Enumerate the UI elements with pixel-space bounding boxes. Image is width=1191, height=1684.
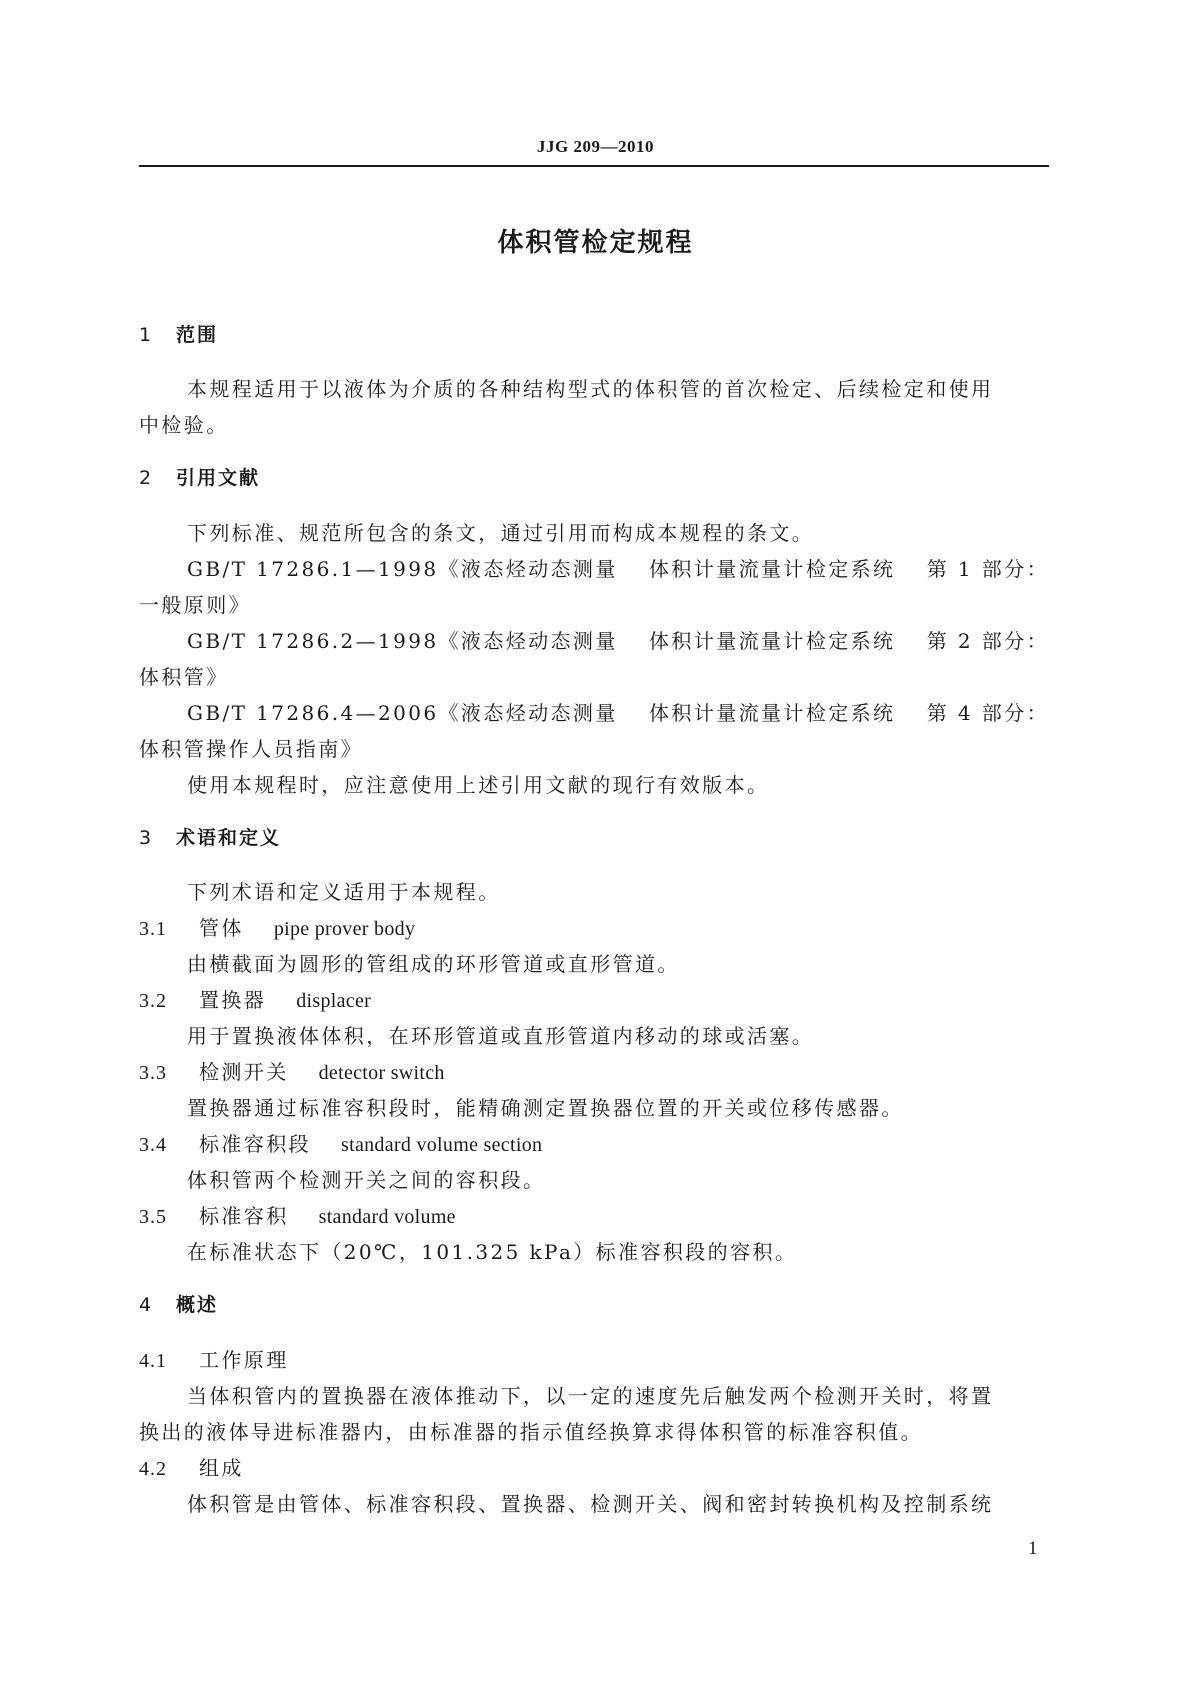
section-number: 2 xyxy=(139,467,152,489)
page-number: 1 xyxy=(1028,1538,1038,1559)
subsection-title: 组成 xyxy=(199,1456,244,1480)
reference-code: GB/T 17286.2—1998 xyxy=(187,629,439,653)
section-2-note: 使用本规程时，应注意使用上述引用文献的现行有效版本。 xyxy=(187,773,770,797)
section-title: 引用文献 xyxy=(176,467,261,489)
term-en: standard volume xyxy=(318,1206,456,1228)
term-heading xyxy=(139,1128,542,1157)
subsection-heading xyxy=(139,1344,289,1373)
term-zh: 标准容积段 xyxy=(199,1132,311,1156)
term-heading xyxy=(139,912,415,941)
subsection-paragraph-cont: 换出的液体导进标准器内，由标准器的指示值经换算求得体积管的标准容积值。 xyxy=(139,1420,923,1444)
term-zh: 置换器 xyxy=(199,988,267,1012)
reference-code: GB/T 17286.4—2006 xyxy=(187,701,439,725)
reference-name: 《液态烃动态测量 xyxy=(438,557,618,581)
subsection-number: 4.1 xyxy=(139,1350,167,1372)
section-number: 4 xyxy=(139,1294,152,1316)
term-zh: 标准容积 xyxy=(199,1204,289,1228)
reference-part: 第 1 部分： xyxy=(926,557,1049,581)
reference-system: 体积计量流量计检定系统 xyxy=(649,629,896,653)
term-heading xyxy=(139,984,371,1013)
subsection-title: 工作原理 xyxy=(199,1348,289,1372)
section-1-paragraph-cont: 中检验。 xyxy=(139,413,229,437)
document-code: JJG 209—2010 xyxy=(537,137,654,156)
section-1-heading xyxy=(139,320,218,347)
subsection-number: 4.2 xyxy=(139,1458,167,1480)
term-number: 3.1 xyxy=(139,918,167,940)
reference-part: 第 4 部分： xyxy=(926,701,1049,725)
reference-name: 《液态烃动态测量 xyxy=(438,629,618,653)
section-number: 3 xyxy=(139,827,152,849)
term-definition: 由横截面为圆形的管组成的环形管道或直形管道。 xyxy=(187,952,680,976)
reference-name: 《液态烃动态测量 xyxy=(438,701,618,725)
reference-item xyxy=(187,553,1049,582)
term-definition: 用于置换液体体积，在环形管道或直形管道内移动的球或活塞。 xyxy=(187,1024,815,1048)
term-number: 3.4 xyxy=(139,1134,167,1156)
section-title: 范围 xyxy=(176,324,219,346)
reference-system: 体积计量流量计检定系统 xyxy=(649,557,896,581)
section-1-paragraph: 本规程适用于以液体为介质的各种结构型式的体积管的首次检定、后续检定和使用 xyxy=(187,377,994,401)
section-4-heading xyxy=(139,1290,218,1317)
section-3-heading xyxy=(139,823,281,850)
section-2-heading xyxy=(139,463,260,490)
subsection-paragraph: 当体积管内的置换器在液体推动下，以一定的速度先后触发两个检测开关时，将置 xyxy=(187,1384,994,1408)
term-en: detector switch xyxy=(318,1062,445,1084)
term-en: standard volume section xyxy=(341,1134,543,1156)
reference-item xyxy=(187,625,1049,654)
term-number: 3.5 xyxy=(139,1206,167,1228)
term-zh: 管体 xyxy=(199,916,244,940)
reference-part: 第 2 部分： xyxy=(926,629,1049,653)
section-number: 1 xyxy=(139,324,152,346)
subsection-heading xyxy=(139,1452,244,1481)
section-title: 术语和定义 xyxy=(176,827,282,849)
reference-continuation: 一般原则》 xyxy=(139,593,251,617)
term-en: displacer xyxy=(296,990,372,1012)
term-definition: 在标准状态下（20℃，101.325 kPa）标准容积段的容积。 xyxy=(187,1240,798,1264)
header-rule xyxy=(139,165,1049,167)
section-3-intro: 下列术语和定义适用于本规程。 xyxy=(187,880,501,904)
term-definition: 体积管两个检测开关之间的容积段。 xyxy=(187,1168,546,1192)
term-number: 3.2 xyxy=(139,990,167,1012)
reference-continuation: 体积管操作人员指南》 xyxy=(139,737,363,761)
reference-item xyxy=(187,697,1049,726)
reference-code: GB/T 17286.1—1998 xyxy=(187,557,439,581)
term-en: pipe prover body xyxy=(273,918,416,940)
page-title: 体积管检定规程 xyxy=(497,228,694,258)
reference-system: 体积计量流量计检定系统 xyxy=(649,701,896,725)
reference-continuation: 体积管》 xyxy=(139,665,229,689)
term-zh: 检测开关 xyxy=(199,1060,289,1084)
subsection-paragraph: 体积管是由管体、标准容积段、置换器、检测开关、阀和密封转换机构及控制系统 xyxy=(187,1492,994,1516)
section-title: 概述 xyxy=(176,1294,219,1316)
term-number: 3.3 xyxy=(139,1062,167,1084)
term-heading xyxy=(139,1056,445,1085)
term-heading xyxy=(139,1200,456,1229)
term-definition: 置换器通过标准容积段时，能精确测定置换器位置的开关或位移传感器。 xyxy=(187,1096,904,1120)
section-2-intro: 下列标准、规范所包含的条文，通过引用而构成本规程的条文。 xyxy=(187,521,815,545)
